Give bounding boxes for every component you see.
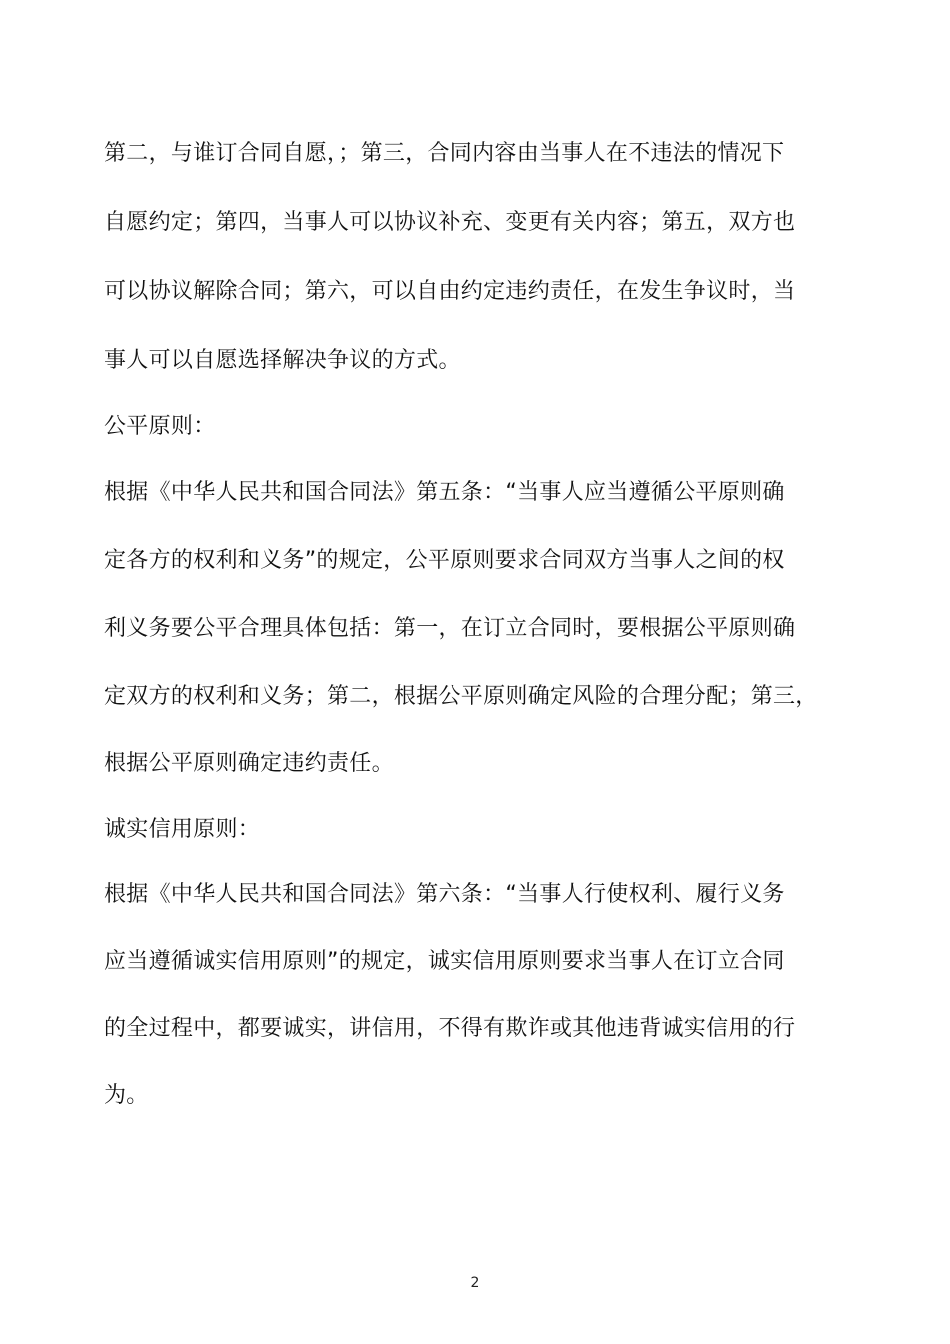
paragraph-line: 自愿约定；第四，当事人可以协议补充、变更有关内容；第五，双方也 [104, 210, 796, 235]
paragraph-line: 可以协议解除合同；第六，可以自由约定违约责任，在发生争议时，当 [104, 279, 796, 304]
paragraph-line: 的全过程中，都要诚实，讲信用，不得有欺诈或其他违背诚实信用的行 [104, 1016, 796, 1041]
paragraph-line: 应当遵循诚实信用原则”的规定，诚实信用原则要求当事人在订立合同 [104, 949, 785, 974]
paragraph-line: 根据公平原则确定违约责任。 [104, 751, 394, 776]
paragraph-line: 事人可以自愿选择解决争议的方式。 [104, 348, 461, 373]
paragraph-line: 定各方的权利和义务”的规定，公平原则要求合同双方当事人之间的权 [104, 548, 785, 573]
page-number: 2 [470, 1275, 480, 1291]
paragraph-line: 为。 [104, 1083, 149, 1108]
paragraph-line: 定双方的权利和义务；第二，根据公平原则确定风险的合理分配；第三， [104, 684, 818, 709]
section-heading-good-faith: 诚实信用原则： [104, 817, 261, 842]
paragraph-line: 利义务要公平合理具体包括：第一，在订立合同时，要根据公平原则确 [104, 616, 796, 641]
paragraph-line: 根据《中华人民共和国合同法》第五条：“当事人应当遵循公平原则确 [104, 480, 785, 505]
section-heading-fairness: 公平原则： [104, 414, 216, 439]
paragraph-line: 根据《中华人民共和国合同法》第六条：“当事人行使权利、履行义务 [104, 882, 785, 907]
paragraph-line: 第二，与谁订合同自愿，；第三，合同内容由当事人在不违法的情况下 [104, 141, 785, 166]
